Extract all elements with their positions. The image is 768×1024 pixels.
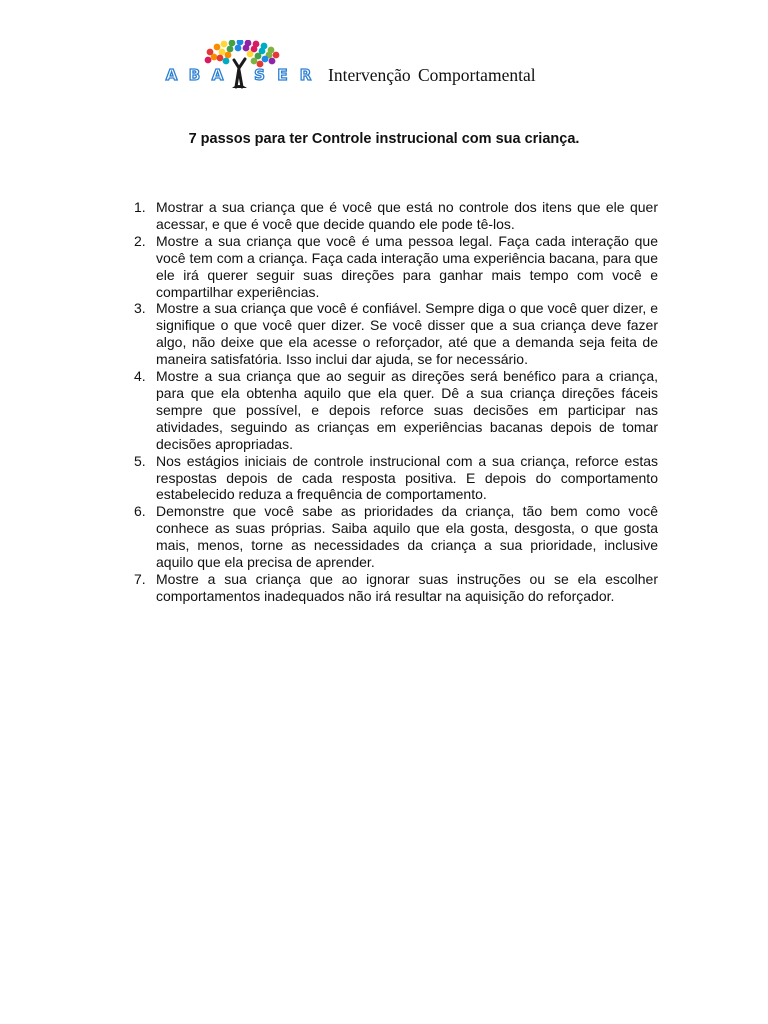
tree-logo-icon [162,40,320,92]
list-item [134,199,658,233]
leaf-shape [221,41,228,48]
logo-letter: E [277,66,289,84]
step-number: 6. [134,503,146,520]
leaf-shape [262,56,269,63]
leaf-shape [229,40,236,46]
document-title: 7 passos para ter Controle instrucional com sua criança. [188,131,580,147]
leaf-shape [219,49,226,56]
step-text: Mostre a sua criança que você é uma pessoa legal. Faça cada interação que você tem com a criança. Faça cada interação uma experiência bacana, para que ele irá querer seguir suas direções para ganhar mais tempo com você e compartilhar experiências. [156,232,658,300]
logo-letter: B [188,66,202,84]
logo-letter: A [165,66,179,84]
list-item [134,233,658,301]
leaf-shape [227,46,234,53]
step-text: Mostre a sua criança que você é confiável. Sempre diga o que você quer dizer, e signifique o que você quer dizer. Se você disser que a sua criança deve fazer algo, não deixe que ela acesse o reforçador, até que a demanda seja feita de maneira satisfatória. Isso inclui dar ajuda, se for necessário. [156,300,658,368]
leaf-shape [205,57,212,64]
step-number: 1. [134,199,146,215]
leaf-shape [269,58,276,65]
list-item [134,368,658,453]
step-text: Demonstre que você sabe as prioridades da criança, tão bem como você conhece as suas próprias. Saiba aquilo que ela gosta, desgosta, o que gosta mais, menos, torne as necessidades da criança a sua prioridade, inclusive aquilo que ela precisa de aprender. [156,503,658,571]
step-text: Mostre a sua criança que ao ignorar suas instruções ou se ela escolher comportamentos inadequados não irá resultar na aquisição do reforçador. [156,570,658,604]
step-number: 3. [134,300,146,317]
list-item [134,453,658,504]
header-title: Intervenção Comportamental [328,65,536,85]
leaf-shape [251,58,258,65]
leaf-shape [223,58,230,65]
abaser-logo [162,40,320,92]
leaf-shape [214,44,221,51]
leaf-shape [237,40,244,45]
leaf-shape [211,54,218,61]
step-number: 4. [134,368,146,385]
leaf-shape [247,51,254,58]
list-item [134,571,658,605]
document-header [162,40,602,92]
steps-list [134,199,658,605]
leaf-shape [273,52,280,59]
leaf-shape [225,52,232,59]
logo-letter: S [254,66,266,84]
step-number: 5. [134,452,146,469]
step-number: 2. [134,232,146,249]
leaf-shape [243,45,250,52]
list-item [134,503,658,571]
list-item [134,300,658,368]
logo-letter: R [299,66,313,84]
step-number: 7. [134,570,146,587]
leaf-shape [217,55,224,62]
logo-letter: A [211,66,225,84]
step-text: Mostre a sua criança que ao seguir as direções será benéfico para a criança, para que ela obtenha aquilo que ela quer. Dê a sua criança direções fáceis sempre que possível, e depois reforce suas decisões em participar nas atividades, seguindo as crianças em experiências bacanas depois de tomar decisões apropriadas. [156,368,658,452]
step-text: Mostrar a sua criança que é você que está no controle dos itens que ele quer acessar, e que é você que decide quando ele pode tê-los. [156,199,658,232]
leaf-shape [235,45,242,52]
step-text: Nos estágios iniciais de controle instrucional com a sua criança, reforce estas respostas depois de cada resposta positiva. E depois do comportamento estabelecido reduza a frequência de comportamento. [156,452,658,503]
